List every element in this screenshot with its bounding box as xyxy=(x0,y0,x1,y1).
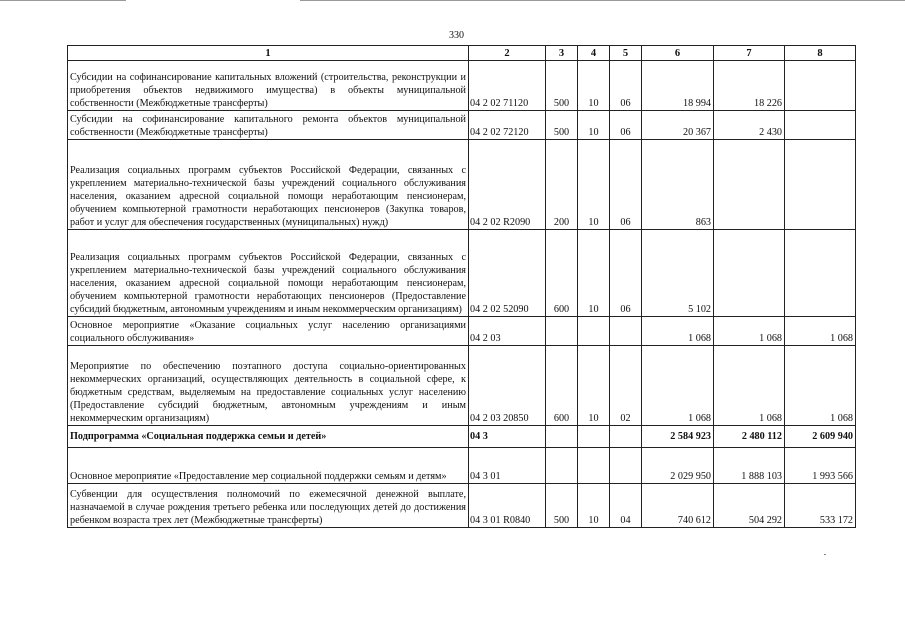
row-value-7: 2 480 112 xyxy=(714,426,785,448)
table-row-subprogram xyxy=(68,426,856,448)
table-row xyxy=(68,484,856,528)
row-code: 04 3 01 xyxy=(469,448,546,484)
row-value-6: 863 xyxy=(642,140,714,230)
row-value-7: 18 226 xyxy=(714,61,785,111)
top-rule-left xyxy=(0,0,126,1)
row-code: 04 2 02 72120 xyxy=(469,111,546,140)
row-col-5 xyxy=(610,317,642,346)
row-col-4: 10 xyxy=(578,484,610,528)
row-name: Реализация социальных программ субъектов Российской Федерации, связанных с укреплением материально-технической базы учреждений социального обслуживания населения, оказанием адресной социальной помощи неработающим пенсионерам, обучением компьютерной грамотности неработающих пенсионеров (Закупка товаров, работ и услуг для обеспечения государственных (муниципальных) нужд) xyxy=(68,140,469,230)
table-row xyxy=(68,111,856,140)
row-value-7: 1 888 103 xyxy=(714,448,785,484)
table-row xyxy=(68,346,856,426)
table-row xyxy=(68,448,856,484)
row-value-8: 2 609 940 xyxy=(785,426,856,448)
row-value-8: 1 068 xyxy=(785,317,856,346)
row-col-5: 06 xyxy=(610,140,642,230)
row-value-7: 1 068 xyxy=(714,317,785,346)
row-value-6: 1 068 xyxy=(642,346,714,426)
row-name: Субсидии на софинансирование капитального ремонта объектов муниципальной собственности (Межбюджетные трансферты) xyxy=(68,111,469,140)
row-value-7 xyxy=(714,230,785,317)
row-col-4: 10 xyxy=(578,61,610,111)
row-name: Подпрограмма «Социальная поддержка семьи и детей» xyxy=(68,426,469,448)
row-name: Мероприятие по обеспечению поэтапного доступа социально-ориентированных некоммерческих организаций, осуществляющих деятельность в социальной сфере, к бюджетным средствам, выделяемым на предоставление социальных услуг населению (Предоставление субсидий бюджетным, автономным учреждениям и иным некоммерческим организациям) xyxy=(68,346,469,426)
budget-table xyxy=(67,45,856,528)
table-row xyxy=(68,140,856,230)
row-value-8 xyxy=(785,230,856,317)
row-value-7: 2 430 xyxy=(714,111,785,140)
row-value-8 xyxy=(785,140,856,230)
row-value-8 xyxy=(785,61,856,111)
table-row xyxy=(68,230,856,317)
row-col-3: 200 xyxy=(546,140,578,230)
row-name: Реализация социальных программ субъектов Российской Федерации, связанных с укреплением материально-технической базы учреждений социального обслуживания населения, оказанием адресной социальной помощи неработающим пенсионерам, обучением компьютерной грамотности неработающих пенсионеров (Предоставление субсидий бюджетным, автономным учреждениям и иным некоммерческим организациям) xyxy=(68,230,469,317)
header-row xyxy=(68,46,856,61)
top-rule-right xyxy=(300,0,905,1)
row-name: Основное мероприятие «Оказание социальных услуг населению организациями социального обслуживания» xyxy=(68,317,469,346)
scan-speck xyxy=(824,554,826,555)
row-col-4 xyxy=(578,426,610,448)
row-name: Субсидии на софинансирование капитальных вложений (строительства, реконструкции и приобретения объектов недвижимого имущества) в объекты муниципальной собственности (Межбюджетные трансферты) xyxy=(68,61,469,111)
row-value-7: 1 068 xyxy=(714,346,785,426)
row-col-3: 600 xyxy=(546,346,578,426)
row-value-6: 1 068 xyxy=(642,317,714,346)
row-col-4 xyxy=(578,448,610,484)
header-col-7: 7 xyxy=(714,46,785,61)
row-name: Основное мероприятие «Предоставление мер социальной поддержки семьям и детям» xyxy=(68,448,469,484)
row-value-8: 1 993 566 xyxy=(785,448,856,484)
row-value-8: 533 172 xyxy=(785,484,856,528)
header-col-5: 5 xyxy=(610,46,642,61)
row-value-7 xyxy=(714,140,785,230)
row-code: 04 2 02 52090 xyxy=(469,230,546,317)
row-col-4: 10 xyxy=(578,346,610,426)
row-col-5: 06 xyxy=(610,61,642,111)
table-row xyxy=(68,317,856,346)
row-code: 04 2 02 71120 xyxy=(469,61,546,111)
row-col-4 xyxy=(578,317,610,346)
row-col-3: 500 xyxy=(546,484,578,528)
row-code: 04 2 02 R2090 xyxy=(469,140,546,230)
header-col-3: 3 xyxy=(546,46,578,61)
row-col-3 xyxy=(546,317,578,346)
row-code: 04 3 xyxy=(469,426,546,448)
row-col-5: 06 xyxy=(610,111,642,140)
header-col-1: 1 xyxy=(68,46,469,61)
row-value-6: 18 994 xyxy=(642,61,714,111)
row-name: Субвенции для осуществления полномочий по ежемесячной денежной выплате, назначаемой в случае рождения третьего ребенка или последующих детей до достижения ребенком возраста трех лет (Межбюджетные трансферты) xyxy=(68,484,469,528)
page-number: 330 xyxy=(449,30,464,41)
row-col-3: 500 xyxy=(546,111,578,140)
header-col-6: 6 xyxy=(642,46,714,61)
row-value-8 xyxy=(785,111,856,140)
row-col-3: 600 xyxy=(546,230,578,317)
row-col-3: 500 xyxy=(546,61,578,111)
row-col-4: 10 xyxy=(578,140,610,230)
row-value-7: 504 292 xyxy=(714,484,785,528)
row-col-5 xyxy=(610,448,642,484)
row-code: 04 2 03 xyxy=(469,317,546,346)
row-value-8: 1 068 xyxy=(785,346,856,426)
row-col-5: 02 xyxy=(610,346,642,426)
row-value-6: 5 102 xyxy=(642,230,714,317)
header-col-4: 4 xyxy=(578,46,610,61)
row-col-4: 10 xyxy=(578,111,610,140)
table-row xyxy=(68,61,856,111)
row-col-3 xyxy=(546,448,578,484)
row-code: 04 2 03 20850 xyxy=(469,346,546,426)
row-value-6: 2 584 923 xyxy=(642,426,714,448)
row-col-5: 04 xyxy=(610,484,642,528)
header-col-8: 8 xyxy=(785,46,856,61)
header-col-2: 2 xyxy=(469,46,546,61)
row-col-5 xyxy=(610,426,642,448)
row-value-6: 740 612 xyxy=(642,484,714,528)
row-col-5: 06 xyxy=(610,230,642,317)
row-col-3 xyxy=(546,426,578,448)
row-col-4: 10 xyxy=(578,230,610,317)
row-value-6: 20 367 xyxy=(642,111,714,140)
row-code: 04 3 01 R0840 xyxy=(469,484,546,528)
row-value-6: 2 029 950 xyxy=(642,448,714,484)
